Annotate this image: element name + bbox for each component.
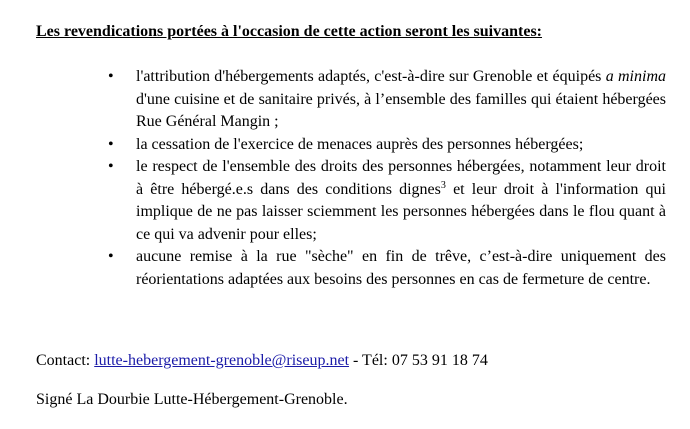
contact-line xyxy=(36,350,488,372)
signature: Signé La Dourbie Lutte-Hébergement-Grenoble. xyxy=(36,391,348,408)
bullet-icon: • xyxy=(108,158,114,175)
item-text: aucune remise à la rue "sèche" en fin de trêve, c’est-à-dire uniquement des réorientations adaptées aux besoins des personnes en cas de fermeture de centre. xyxy=(136,248,666,288)
demands-list xyxy=(100,66,666,291)
list-item xyxy=(100,156,666,246)
list-item xyxy=(100,66,666,134)
bullet-icon: • xyxy=(108,68,114,85)
list-item xyxy=(100,134,666,157)
item-emphasis: a minima xyxy=(605,68,667,85)
item-text: le respect de l'ensemble des droits des personnes hébergées, notamment leur droit à être hébergé.e.s dans des conditions dignes xyxy=(136,158,666,198)
item-text: et leur droit à l'information qui implique de ne pas laisser sciemment les personnes hébergées dans le flou quant à ce qui va advenir pour elles; xyxy=(136,180,666,243)
bullet-icon: • xyxy=(108,135,114,153)
footnote-marker[interactable]: 3 xyxy=(440,179,446,191)
item-text: l'attribution d'hébergements adaptés, c'est-à-dire sur Grenoble et équipés xyxy=(136,68,606,85)
demands-heading: Les revendications portées à l'occasion de cette action seront les suivantes: xyxy=(36,23,543,40)
item-text: d'une cuisine et de sanitaire privés, à l’ensemble des familles qui étaient hébergées Rue Général Mangin ; xyxy=(136,90,666,130)
bullet-icon: • xyxy=(108,248,114,265)
contact-label: Contact: xyxy=(36,352,95,369)
phone-number: 07 53 91 18 74 xyxy=(391,352,488,369)
contact-email-link[interactable]: lutte-hebergement-grenoble@riseup.net xyxy=(94,352,350,369)
list-item xyxy=(100,246,666,291)
item-text: la cessation de l'exercice de menaces auprès des personnes hébergées; xyxy=(136,135,584,153)
phone-label: - Tél: xyxy=(349,352,392,369)
